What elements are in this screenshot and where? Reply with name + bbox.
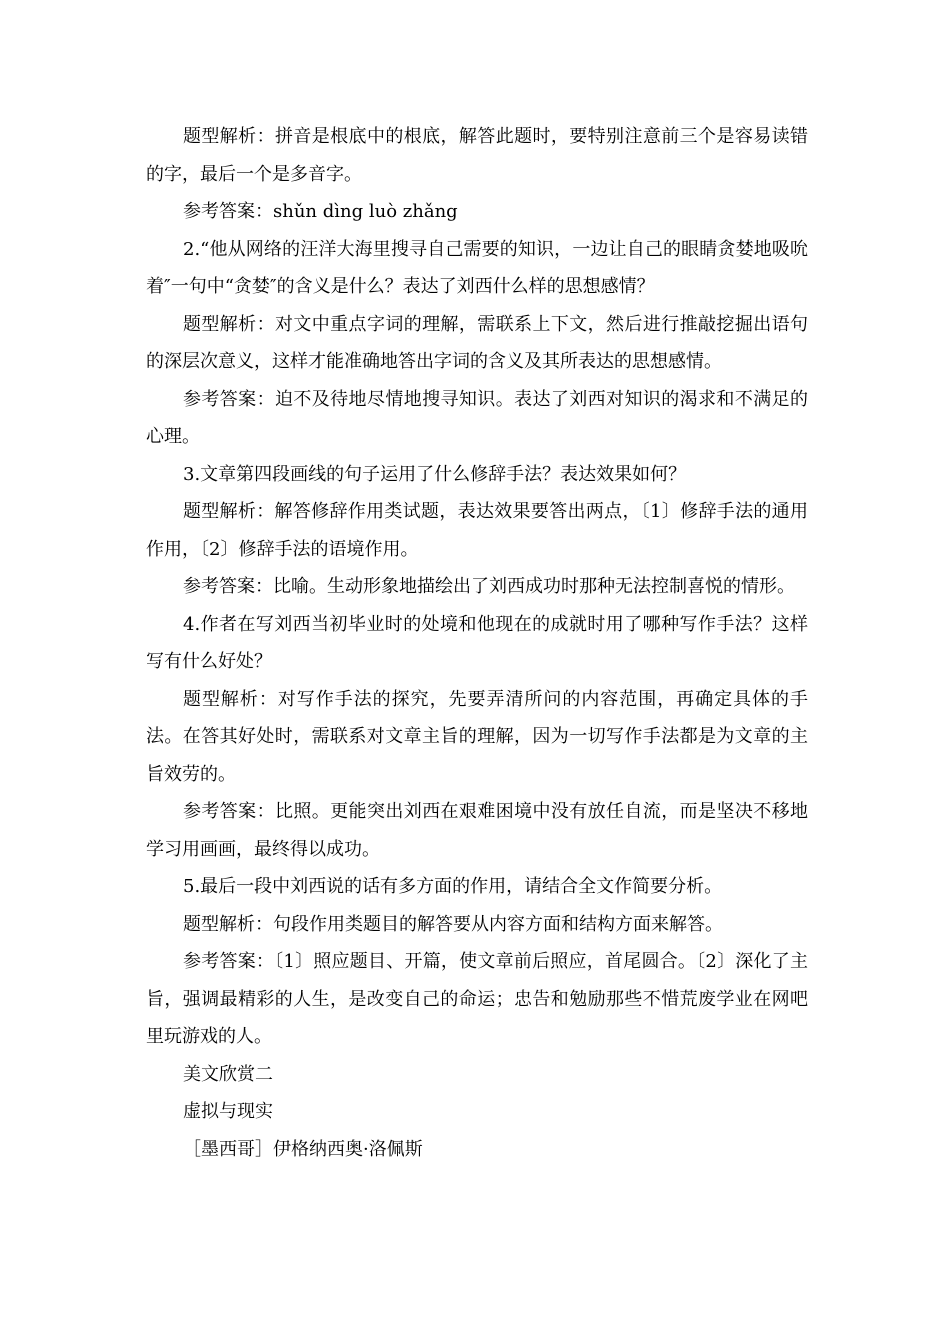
- answer-paragraph-4: 参考答案：比照。更能突出刘西在艰难困境中没有放任自流，而是坚决不移地学习用画画，最终得以成功。: [146, 801, 808, 860]
- question-paragraph-2: 2.“他从网络的汪洋大海里搜寻自己需要的知识，一边让自己的眼睛贪婪地吸吮着″一句中“贪婪″的含义是什么？表达了刘西什么样的思想感情？: [146, 238, 808, 297]
- question-paragraph-3: 3.文章第四段画线的句子运用了什么修辞手法？表达效果如何？: [183, 463, 687, 485]
- answer-paragraph-3: 参考答案：比喻。生动形象地描绘出了刘西成功时那种无法控制喜悦的情形。: [183, 576, 795, 597]
- analysis-paragraph-5: 题型解析：句段作用类题目的解答要从内容方面和结构方面来解答。: [183, 913, 723, 935]
- answer-paragraph-pinyin: 参考答案：shǔn dìng luò zhǎng: [183, 201, 458, 222]
- answer-paragraph-2: 参考答案：迫不及待地尽情地搜寻知识。表达了刘西对知识的渴求和不满足的心理。: [146, 388, 808, 447]
- document-page: [146, 118, 808, 1168]
- question-paragraph-5: 5.最后一段中刘西说的话有多方面的作用，请结合全文作简要分析。: [183, 876, 723, 897]
- analysis-paragraph-3: 题型解析：解答修辞作用类试题，表达效果要答出两点，〔1〕修辞手法的通用作用，〔2〕修辞手法的语境作用。: [146, 501, 808, 560]
- article-title: 虚拟与现实: [183, 1101, 273, 1122]
- article-author: ［墨西哥］伊格纳西奥·洛佩斯: [183, 1138, 423, 1160]
- answer-paragraph-5: 参考答案：〔1〕照应题目、开篇，使文章前后照应，首尾圆合。〔2〕深化了主旨，强调最精彩的人生，是改变自己的命运；忠告和勉励那些不惜荒废学业在网吧里玩游戏的人。: [146, 951, 808, 1047]
- analysis-paragraph-pinyin: 题型解析：拼音是根底中的根底，解答此题时，要特别注意前三个是容易读错的字，最后一个是多音字。: [146, 126, 808, 185]
- analysis-paragraph-4: 题型解析：对写作手法的探究，先要弄清所问的内容范围，再确定具体的手法。在答其好处时，需联系对文章主旨的理解，因为一切写作手法都是为文章的主旨效劳的。: [146, 688, 808, 785]
- section-heading: 美文欣赏二: [183, 1063, 273, 1085]
- analysis-paragraph-2: 题型解析：对文中重点字词的理解，需联系上下文，然后进行推敲挖掘出语句的深层次意义，这样才能准确地答出字词的含义及其所表达的思想感情。: [146, 313, 808, 372]
- question-paragraph-4: 4.作者在写刘西当初毕业时的处境和他现在的成就时用了哪种写作手法？这样写有什么好处？: [146, 613, 808, 672]
